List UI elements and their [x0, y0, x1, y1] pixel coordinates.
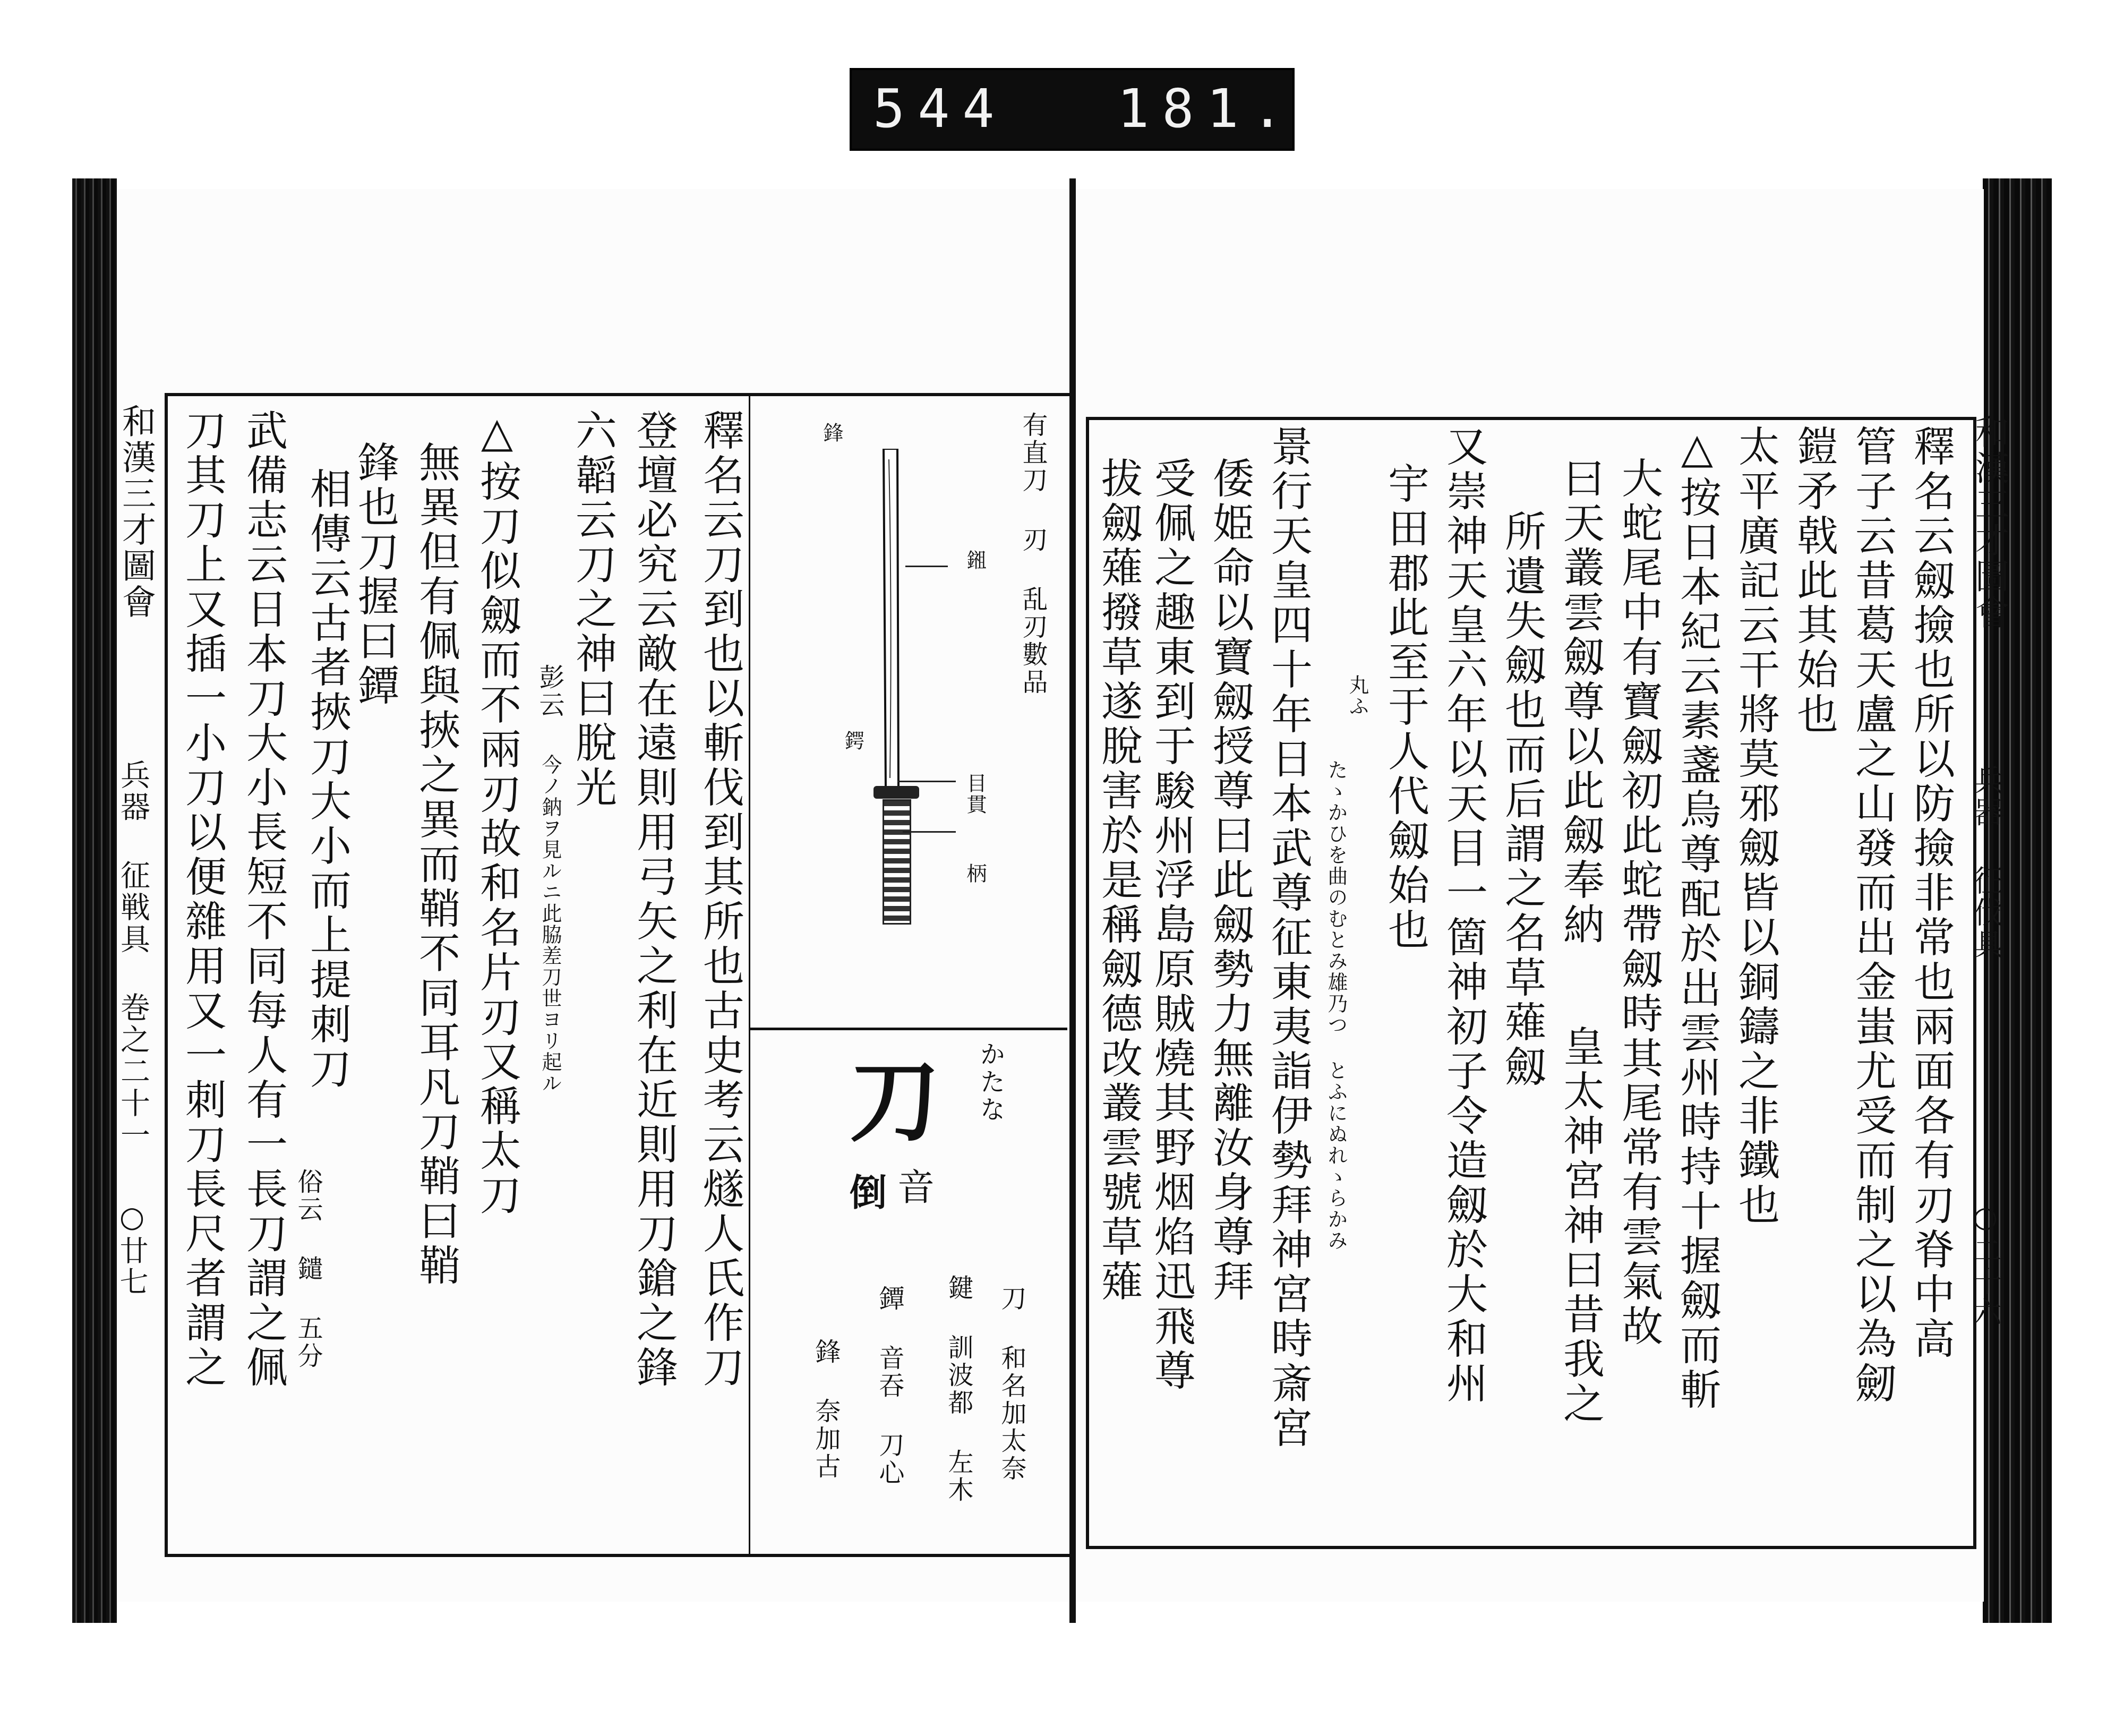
- left-note-2: 今ノ鈉ヲ見ルニ此脇差刀世ヨリ起ル: [538, 754, 562, 1094]
- leader-line-2: [897, 781, 956, 782]
- right-col-2: 管子云昔葛天盧之山發而出金蚩尤受而制之以為劒: [1848, 425, 1896, 1406]
- right-col-7: 曰天叢雲劔尊以此劔奉納: [1556, 457, 1604, 947]
- scan-label-plate: [850, 68, 1295, 151]
- left-col-1: 釋名云刀到也以斬伐到其所也古史考云燧人氏作刀: [696, 409, 744, 1390]
- sword-part-tsuka: 柄: [963, 863, 987, 884]
- left-margin-folio: ○廿七: [115, 1200, 149, 1297]
- right-note-2: たゝかひを曲のむとみ雄乃つ とふにぬれゝらかみ: [1324, 759, 1348, 1251]
- left-col-9: 刀其刀上又插一小刀以便雜用又一刺刀長尺者謂之: [178, 409, 226, 1390]
- leader-line-1: [905, 566, 948, 567]
- headword-kana: かたな: [975, 1041, 1005, 1124]
- left-col-5: 無異但有佩與挾之異而鞘不同耳凡刀鞘曰鞘: [412, 441, 460, 1288]
- left-col-3: 六韜云刀之神曰脫光: [569, 409, 616, 810]
- right-col-13: 受佩之趣東到于駿州浮島原賊燒其野烟焰迅飛尊: [1147, 457, 1195, 1393]
- right-col-10: 宇田郡此至于人代劔始也: [1381, 462, 1429, 953]
- headword-on-marker: 音: [897, 1166, 935, 1209]
- right-col-6: 大蛇尾中有寶劔初此蛇帶劔時其尾常有雲氣故: [1615, 457, 1663, 1349]
- sword-caption: 有直刀 刃 乱刃數品: [1018, 412, 1048, 696]
- leader-line-3: [903, 831, 956, 833]
- right-col-11: 景行天皇四十年日本武尊征東夷詣伊勢拜神宮時斎宮: [1264, 425, 1312, 1451]
- left-col-6: 鋒也刀握曰鐔: [351, 441, 399, 708]
- headword-char: 刀: [850, 1049, 940, 1155]
- right-col-9: 又崇神天皇六年以天目一箇神初子令造劔於大和州: [1440, 425, 1487, 1406]
- left-margin-section: 兵器 征戦具 巻之二十一: [116, 759, 150, 1151]
- right-note-1: 丸ふ: [1346, 674, 1369, 717]
- right-margin-section: 兵器 征伐具: [1969, 765, 2003, 961]
- left-col-7: 相傳云古者挾刀大小而上提刺刀: [303, 467, 351, 1092]
- entry-4: 鋒 奈加古: [811, 1338, 841, 1481]
- scan-number-right: 181.: [1117, 78, 1296, 140]
- sword-part-menuki: 目貫: [963, 773, 987, 815]
- sword-part-habaki: 鎺: [963, 550, 987, 571]
- right-col-7b: 皇太神宮神曰昔我之: [1556, 1025, 1604, 1426]
- left-note-1: 彭云: [535, 664, 564, 719]
- left-col-8: 武備志云日本刀大小長短不同每人有一長刀謂之佩: [239, 409, 287, 1390]
- right-col-4: 太平廣記云干將莫邪劔皆以銅鑄之非鐵也: [1732, 425, 1779, 1228]
- left-col-4: △按刀似劔而不兩刃故和名片刃又稱太刀: [473, 409, 521, 1218]
- left-col-2: 登壇必究云敵在遠則用弓矢之利在近則用刀鎗之鋒: [630, 409, 678, 1390]
- entry-3: 鐔 音吞 刀心: [875, 1285, 904, 1487]
- book-edge-left: [72, 178, 117, 1623]
- left-sword-box-divider: [749, 1028, 1067, 1030]
- right-col-8: 所遺失劔也而后謂之名草薙劔: [1498, 510, 1546, 1090]
- sword-part-tsuba: 鍔: [841, 730, 864, 751]
- scan-number-left: 544: [873, 78, 1007, 140]
- left-note-3: 俗云 鑓 五分: [293, 1168, 323, 1370]
- entry-1: 刀 和名加太奈: [997, 1285, 1026, 1483]
- right-col-14: 拔劔薙撥草遂脫害於是稱劔德改叢雲號草薙: [1094, 457, 1142, 1304]
- right-col-1: 釋名云劔撿也所以防撿非常也兩面各有刃脊中高: [1907, 425, 1955, 1362]
- sword-hilt-icon: [883, 799, 911, 925]
- left-margin-title: 和漢三才圖會: [116, 404, 156, 620]
- right-margin-title: 和漢三才圖會: [1969, 414, 2009, 631]
- headword-reading: 倒: [850, 1170, 887, 1215]
- right-col-5: △按日本紀云素盞烏尊配於出雲州時持十握劔而斬: [1673, 425, 1721, 1413]
- sword-part-tip: 鋒: [820, 422, 843, 443]
- sword-illustration: [759, 401, 1057, 1028]
- right-margin-folio: ○二十六: [1968, 1200, 2002, 1328]
- right-col-12: 倭姫命以寶劔授尊曰此劔勢力無離汝身尊拜: [1206, 457, 1254, 1304]
- entry-2: 鍵 訓波都 左木: [944, 1275, 973, 1504]
- sword-guard-icon: [873, 786, 919, 799]
- right-col-3: 鎧矛戟此其始也: [1790, 425, 1838, 737]
